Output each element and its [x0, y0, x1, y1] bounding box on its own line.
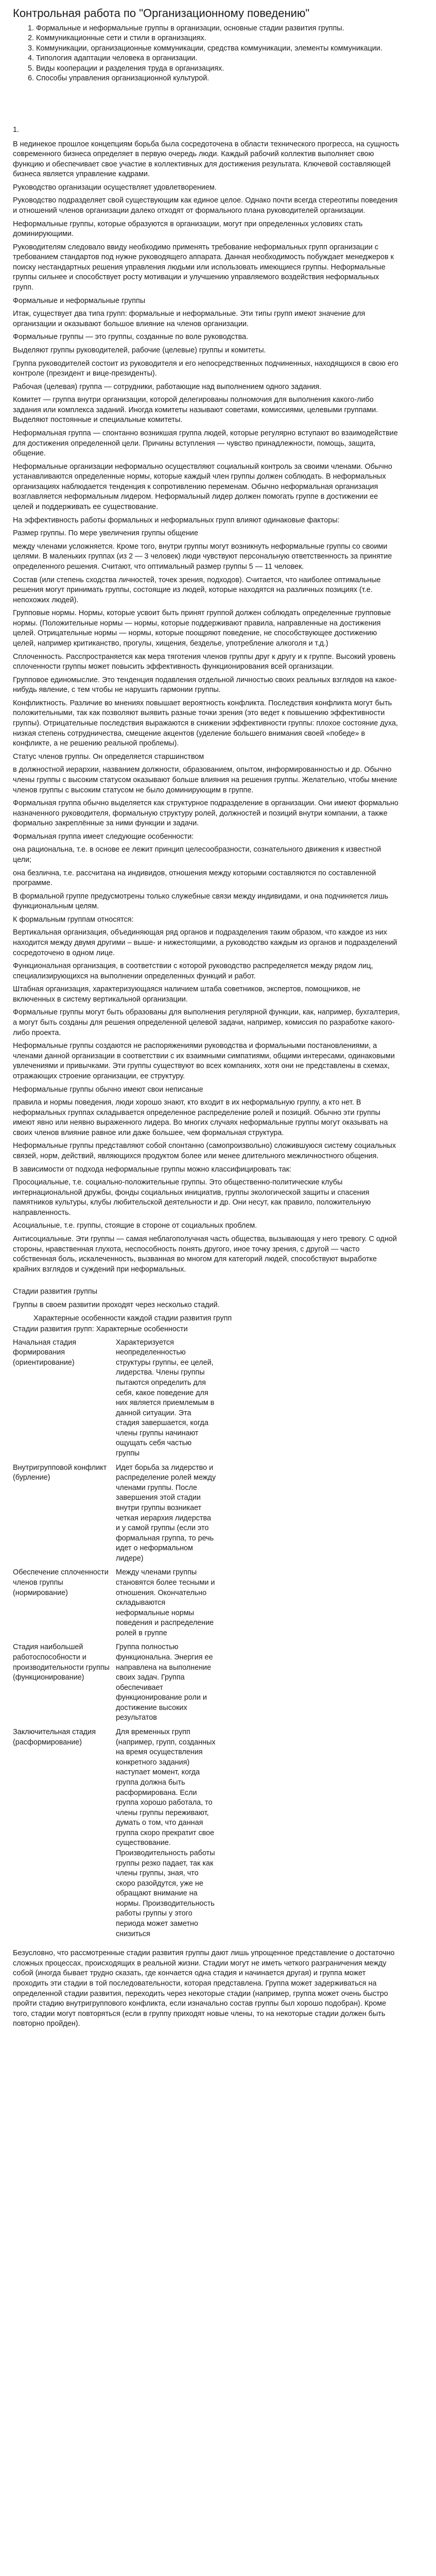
paragraph: В формальной группе предусмотрены только служебные связи между индивидами, и она подчиняется лишь функциональным целям.	[13, 892, 389, 911]
paragraph: Штабная организация, характеризующаяся наличием штаба советников, экспертов, помощников, не включенных в систему вертикальной организации.	[13, 985, 361, 1004]
table-of-contents	[13, 24, 400, 84]
paragraph: Группа руководителей состоит из руководителя и его непосредственных подчиненных, находящихся в свою его контроле (президент и вице-президенты).	[13, 359, 398, 378]
stage-name: Начальная стадия формирования (ориентирование)	[13, 1338, 77, 1367]
paragraph: она рациональна, т.е. в основе ее лежит принцип целесообразности, сознательного движения к известной цели;	[13, 845, 381, 864]
paragraph: Функциональная организация, в соответствии с которой руководство распределяется между рядом лиц, специализирующихся на выполнении определенных функций и работ.	[13, 962, 373, 980]
stages-intro: Группы в своем развитии проходят через несколько стадий.	[13, 1300, 220, 1309]
stage-description: Группа полностью функциональна. Энергия ее направлена на выполнение своих задач. Группа обеспечивает функционирование роли и достижение высоких результатов	[115, 1643, 213, 1722]
paragraph: Просоциальные, т.е. социально-положительные группы. Это общественно-политические клубы интернациональной дружбы, фонды социальных инициатив, группы экологической защиты и спасения памятников культуры, клубы любительской деятельности и др. Они несут, как правило, положительную направленность.	[13, 1178, 371, 1217]
table-row	[13, 1727, 219, 1943]
stage-description: Характеризуется неопределенностью структуры группы, ее целей, лидерства. Члены группы пытаются определить для себя, какое поведение для них является приемлемым в данной ситуации. Эта стадия завершается, когда члены группы начинают ощущать себя частью группы	[115, 1338, 215, 1458]
stage-name: Внутригрупповой конфликт (бурление)	[13, 1463, 107, 1482]
paragraph: она безлична, т.е. рассчитана на индивидов, отношения между которыми составляются по составленной программе.	[13, 869, 376, 888]
paragraph: Неформальные организации неформально осуществляют социальный контроль за своими членами. Обычно устанавливаются определенные нормы, которые каждый член группы должен соблюдать. В неформальных организациях наблюдается тенденция к сопротивлению переменам. Обычно неформальная организация возглавляется неформальным лидером. Неформальный лидер должен помогать группе в достижении ее целей и поддерживать ее существование.	[13, 462, 392, 512]
paragraph: Неформальная группа — спонтанно возникшая группа людей, которые регулярно вступают во взаимодействие для достижения определенной цели. Причины вступления — чувство принадлежности, помощь, защита, общение.	[13, 429, 398, 458]
toc-item: 5. Виды кооперации и разделения труда в организациях.	[36, 64, 400, 74]
paragraph: Сплоченность. Расспространяется как мера тяготения членов группы друг к другу и к группе. Высокий уровень сплоченности группы может повысить эффективность функционирования всей организации.	[13, 652, 396, 671]
paragraph: К формальным группам относятся:	[13, 915, 134, 924]
paragraph: правила и нормы поведения, люди хорошо знают, кто входит в их неформальную группу, а кто нет. В неформальных группах складывается определенное распределение ролей и позиций. Обычно эти группы имеют явно или неявно выраженного лидера. Во многих случаях неформальные группы могут оказывать на своих членов влияние равное или даже большее, чем формальная структура.	[13, 1098, 388, 1137]
paragraph: Конфликтность. Различие во мнениях повышает вероятность конфликта. Последствия конфликта могут быть положительными, так как позволяют выявить разные точки зрения (это ведет к повышению эффективности группы). Отрицательные последствия выражаются в снижении эффективности группы: плохое состояние духа, низкая степень сотрудничества, смещение акцентов (уделение большего внимания своей «победе» в конфликте, а не решению реальной проблемы).	[13, 699, 398, 748]
paragraph: Комитет — группа внутри организации, которой делегированы полномочия для выполнения какого-либо задания или комплекса заданий. Иногда комитеты называют советами, комиссиями, целевыми группами. Выделяют постоянные и специальные комитеты.	[13, 396, 378, 425]
paragraph: Формальные и неформальные группы	[13, 296, 146, 305]
stage-name: Стадия наибольшей работоспособности и производительности группы (функционирование)	[13, 1643, 110, 1682]
stages-table-header: Стадии развития групп: Характерные особенности	[13, 1325, 188, 1334]
stage-description: Для временных групп (например, групп, созданных на время осуществления конкретного задания) наступает момент, когда группа должна быть расформирована. Если группа хорошо работала, то члены группы переживают, думать о том, что данная группа скоро прекратит свое существование. Производительность работы группы резко падает, так как члены группы, зная, что скоро разойдутся, уже не обращают внимание на нормы. Производительность работы группы у этого периода может заметно снизиться	[115, 1728, 216, 1938]
paragraph: Итак, существует два типа групп: формальные и неформальные. Эти типы групп имеют значение для организации и оказывают большое влияние на членов организации.	[13, 310, 365, 328]
stage-name: Заключительная стадия (расформирование)	[13, 1728, 96, 1747]
table-row	[13, 1568, 219, 1642]
paragraph: в должностной иерархии, названием должности, образованием, опытом, информированностью и др. Обычно члены группы с высоким статусом оказывают больше влияния на решения группы. Желательно, чтобы мнение членов группы с высоким статусом не было доминирующим в группе.	[13, 766, 397, 794]
paragraph: Антисоциальные. Эти группы — самая неблагополучная часть общества, вызывающая у него тревогу. С одной стороны, нравственная глухота, неспособность понять другого, иное точку зрения, с другой — часто собственная боль, искалеченность, вызванная во многом для категорий людей, способствуют выработке крайних взглядов и суждений при неформальных.	[13, 1235, 397, 1274]
toc-item: 6. Способы управления организационной культурой.	[36, 74, 400, 84]
paragraph: Неформальные группы обычно имеют свои неписаные	[13, 1085, 203, 1094]
section-number: 1.	[13, 125, 20, 134]
paragraph: между членами усложняется. Кроме того, внутри группы могут возникнуть неформальные группы со своими целями. В маленьких группах (из 2 — 3 человек) люди чувствуют персональную ответственность за принятие определенного решения. Считают, что оптимальный размер группы 5 — 11 человек.	[13, 542, 392, 571]
paragraph: Групповое единомыслие. Это тенденция подавления отдельной личностью своих реальных взглядов на какое-нибудь явление, с тем чтобы не нарушить гармонии группы.	[13, 675, 397, 694]
toc-item: 4. Типология адаптации человека в организации.	[36, 54, 400, 64]
paragraph: Асоциальные, т.е. группы, стоящие в стороне от социальных проблем.	[13, 1222, 257, 1230]
paragraph: Выделяют группы руководителей, рабочие (целевые) группы и комитеты.	[13, 346, 266, 354]
paragraph: Формальная группа обычно выделяется как структурное подразделение в организации. Они имеют формально назначенного руководителя, формальную структуру ролей, должностей и позиций внутри компании, а также формально закреплённые за ними функции и задачи.	[13, 799, 398, 828]
table-row	[13, 1338, 219, 1463]
toc-item: 1. Формальные и неформальные группы в организации, основные стадии развития группы.	[36, 24, 400, 34]
paragraph: На эффективность работы формальных и неформальных групп влияют одинаковые факторы:	[13, 516, 340, 524]
paragraph: Статус членов группы. Он определяется старшинством	[13, 752, 204, 761]
paragraph: Состав (или степень сходства личностей, точек зрения, подходов). Считается, что наиболее оптимальные решения могут принимать группы, состоящие из людей, которые находятся на различных позициях (т.е. непохожих людей).	[13, 575, 381, 604]
stages-caption: Характерные особенности каждой стадии развития групп	[33, 1314, 232, 1323]
stages-heading: Стадии развития группы	[13, 1287, 98, 1296]
paragraph: Формальная группа имеет следующие особенности:	[13, 832, 194, 841]
paragraph: Неформальные группы, которые образуются в организации, могут при определенных условиях стать доминирующими.	[13, 219, 363, 239]
paragraph: В нединекое прошлое концепциям борьба была сосредоточена в области технического прогресса, на сущность современного бизнеса определяет в первую очередь люди. Каждый рабочий коллектив выполняет свою функцию и обеспечивает свое участие в коллективных для достижения результата. Ключевой составляющей бизнеса является управление кадрами.	[13, 140, 399, 179]
paragraph: Руководителям следовало ввиду необходимо применять требование неформальных групп организации с требованием стандартов под нужне руководящего аппарата. Данная необходимость побуждает менеджеров к поиску нестандартных решения управления людьми или использовать имеющиеся группы. Неформальные группы сильнее и способствует росту мотивации и улучшению управляемого воздействия неформальных групп.	[13, 243, 394, 292]
stages-table	[13, 1338, 219, 1944]
table-row	[13, 1463, 219, 1568]
stage-name: Обеспечение сплоченности членов группы (нормирование)	[13, 1568, 109, 1597]
paragraph: Неформальные группы создаются не распоряжениями руководства и формальными постановлениями, а членами данной организации в соответствии с их взаимными симпатиями, общими интересами, одинаковыми увлечениями и привычками. Эти группы существуют во всех компаниях, хотя они не представлены в схемах, отражающих строение организации, ее структуру.	[13, 1042, 395, 1080]
document-title: Контрольная работа по "Организационному поведению"	[13, 7, 310, 20]
paragraph: Рабочая (целевая) группа — сотрудники, работающие над выполнением одного задания.	[13, 382, 322, 391]
paragraph: Руководство подразделяет свой существующим как единое целое. Однако почти всегда стереотипы поведения и отношений членов организации далеко отходят от формального плана руководителей организации.	[13, 196, 398, 215]
toc-item: 3. Коммуникации, организационные коммуникации, средства коммуникации, элементы коммуникации.	[36, 44, 400, 54]
body-text	[13, 140, 400, 1275]
paragraph: Размер группы. По мере увеличения группы общение	[13, 529, 198, 538]
paragraph: Формальные группы могут быть образованы для выполнения регулярной функции, как, например, бухгалтерия, а могут быть созданы для решения определенной целевой задачи, например, комиссия по разработке какого-либо проекта.	[13, 1008, 400, 1037]
paragraph: Неформальные группы представляют собой спонтанно (самопроизвольно) сложившуюся систему социальных связей, норм, действий, являющихся продуктом более или менее длительного межличностного общения.	[13, 1142, 396, 1160]
stage-description: Между членами группы становятся более тесными и отношения. Окончательно складываются неформальные нормы поведения и распределение ролей в группе	[115, 1568, 215, 1637]
paragraph: Вертикальная организация, объединяющая ряд органов и подразделения таким образом, что каждое из них находится между двумя другими – выше- и нижестоящими, а руководство каждым из органов и подразделений сосредоточено в одном лице.	[13, 928, 397, 957]
toc-item: 2. Коммуникационные сети и стили в организациях.	[36, 33, 400, 44]
table-row	[13, 1642, 219, 1727]
stage-description: Идет борьба за лидерство и распределение ролей между членами группы. После завершения этой стадии внутри группы возникает четкая иерархия лидерства и у самой группы (если это формальная группа, то речь идет о неформальном лидере)	[115, 1463, 216, 1563]
paragraph: Групповые нормы. Нормы, которые усвоит быть принят группой должен соблюдать определенные групповые нормы. (Положительные нормы — нормы, которые поддерживают правила, направленные на достижения целей. Отрицательные нормы — нормы, которые поощряют поведение, не способствующее достижению целей, например критиканство, прогулы, хищения, безделье, употребление алкоголя и т.д.)	[13, 609, 391, 648]
closing-paragraph: Безусловно, что рассмотренные стадии развития группы дают лишь упрощенное представление о достаточно сложных процессах, происходящих в реальной жизни. Стадии могут не иметь четкого разграничения между собой (иногда бывает трудно сказать, где кончается одна стадия и начинается другая) и группа может проходить эти стадии в той последовательности, которая представлена. Группа может задерживаться на определенной стадии развития, переходить через некоторые стадии (например, группа может очень быстро пройти стадию внутригруппового конфликта, если изначально состав группы был хорошо подобран). Кроме того, стадии могут повторяться (если в группу приходят новые члены, то на некоторые стадии должен быть повторно пройден).	[13, 1949, 395, 2028]
paragraph: В зависимости от подхода неформальные группы можно классифицировать так:	[13, 1165, 291, 1174]
paragraph: Руководство организации осуществляет удовлетворением.	[13, 183, 217, 192]
paragraph: Формальные группы — это группы, созданные по воле руководства.	[13, 333, 249, 342]
